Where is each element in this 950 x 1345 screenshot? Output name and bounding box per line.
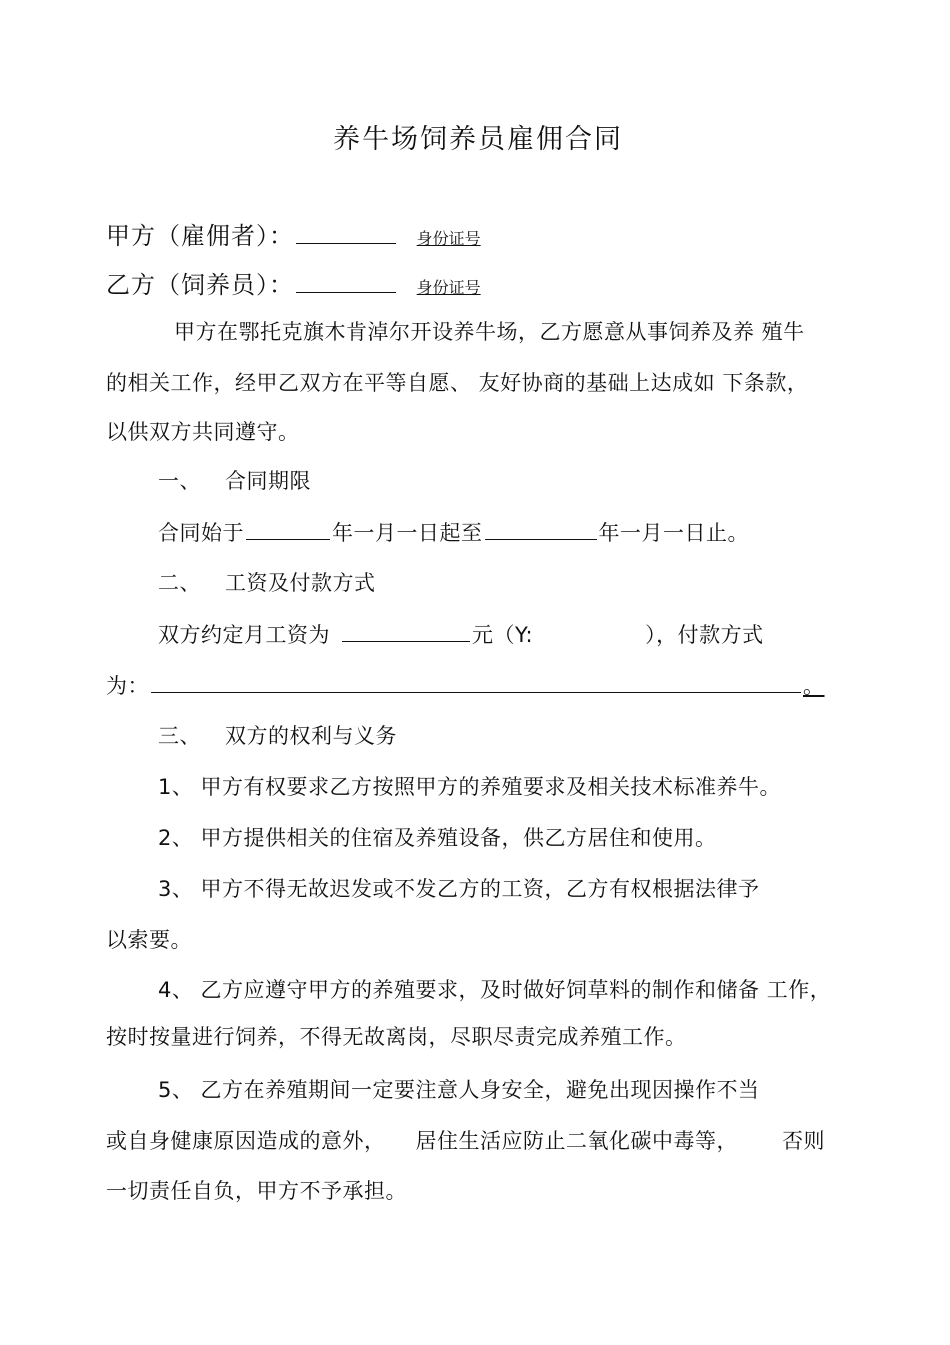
payment-method-blank[interactable] [151,672,801,693]
salary-amount-blank[interactable] [342,621,470,642]
party-a-id-label: 身份证号 [416,229,481,248]
clause-5-line-3: 一切责任自负，甲方不予承担。 [106,1179,407,1203]
clause-5-line-2 [106,1126,825,1156]
party-a-row [106,221,481,254]
period-middle-text: 年一月一日起至 [332,521,483,545]
section-2-title: 工资及付款方式 [225,571,376,595]
period-start-label: 合同始于 [158,521,244,545]
clause-3-line-2: 以索要。 [106,928,192,952]
clause-5-part-c: 否则 [782,1129,825,1153]
salary-row [158,620,764,650]
section-3-title: 双方的权利与义务 [225,724,397,748]
page-title: 养牛场饲养员雇佣合同 [333,124,623,155]
salary-unit: 元（Y: [472,623,534,647]
intro-line-3: 以供双方共同遵守。 [106,420,300,444]
start-year-blank[interactable] [246,519,330,540]
party-a-label: 甲方（雇佣者）： [106,222,294,250]
payment-method-label: ），付款方式 [645,623,764,647]
clause-5-part-b: 居住生活应防止二氧化碳中毒等， [415,1129,738,1153]
section-2-heading [158,568,376,598]
party-a-name-blank[interactable] [296,223,396,244]
party-b-label: 乙方（饲养员）： [106,271,294,299]
section-1-title: 合同期限 [225,469,311,493]
section-3-number: 三、 [158,724,201,748]
period-end-text: 年一月一日止。 [598,521,749,545]
clause-3-line-1: 3、 甲方不得无故迟发或不发乙方的工资，乙方有权根据法律予 [158,877,760,901]
clause-4-line-2: 按时按量进行饲养，不得无故离岗，尽职尽责完成养殖工作。 [106,1025,687,1049]
section-2-number: 二、 [158,571,201,595]
clause-5-part-a: 或自身健康原因造成的意外， [106,1129,386,1153]
contract-period-row [158,518,749,548]
intro-line-1: 甲方在鄂托克旗木肯淖尔开设养牛场，乙方愿意从事饲养及养 殖牛 [174,320,805,344]
party-b-row [106,270,481,303]
clause-5-line-1: 5、 乙方在养殖期间一定要注意人身安全，避免出现因操作不当 [158,1078,760,1102]
end-year-blank[interactable] [485,519,597,540]
party-b-name-blank[interactable] [296,272,396,293]
payment-method-row [106,671,825,701]
payment-end: 。 [803,674,825,698]
clause-1: 1、 甲方有权要求乙方按照甲方的养殖要求及相关技术标准养牛。 [158,775,782,799]
party-b-id-label: 身份证号 [416,278,481,297]
section-3-heading [158,721,397,751]
section-1-heading [158,466,311,496]
payment-prefix: 为： [106,674,149,698]
clause-4-line-1: 4、 乙方应遵守甲方的养殖要求，及时做好饲草料的制作和储备 工作， [158,978,832,1002]
intro-line-2: 的相关工作，经甲乙双方在平等自愿、 友好协商的基础上达成如 下条款， [106,371,809,395]
clause-2: 2、 甲方提供相关的住宿及养殖设备，供乙方居住和使用。 [158,826,717,850]
salary-label: 双方约定月工资为 [158,623,330,647]
section-1-number: 一、 [158,469,201,493]
